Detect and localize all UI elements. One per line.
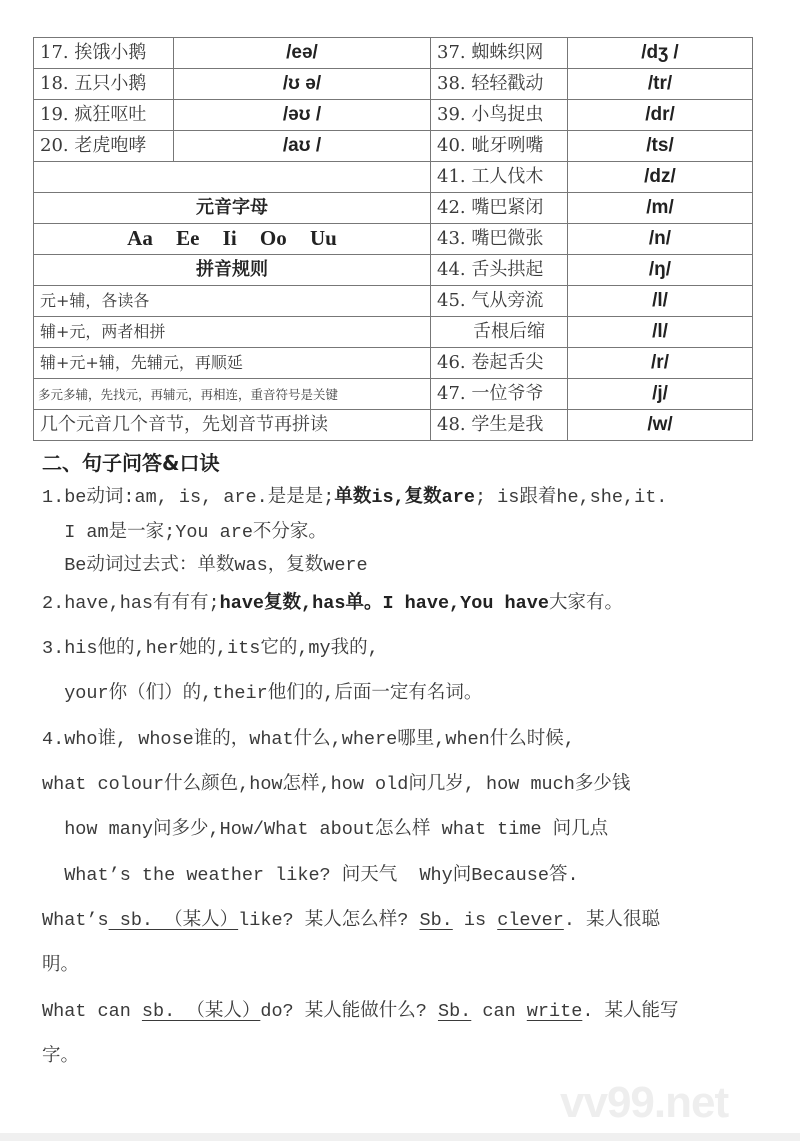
phonetic-symbol: /tr/ bbox=[568, 69, 753, 100]
text-segment: ; is跟着he,she,it. bbox=[474, 487, 668, 508]
table-row bbox=[34, 410, 753, 441]
text-line bbox=[42, 908, 660, 934]
text-segment: 大家有。 bbox=[548, 593, 623, 614]
text-line bbox=[42, 485, 667, 511]
text-line bbox=[42, 953, 79, 979]
text-line bbox=[42, 1044, 79, 1070]
bold-text: have复数,has单。I have,You have bbox=[219, 593, 549, 614]
text-segment: I am是一家;You are不分家。 bbox=[42, 522, 327, 543]
rule-cell: 拼音规则 bbox=[34, 255, 431, 286]
rule-cell: 多元多辅，先找元，再辅元，再相连，重音符号是关键 bbox=[34, 379, 431, 410]
text-segment: What can bbox=[42, 1001, 142, 1022]
table-row bbox=[34, 193, 753, 224]
phonetic-symbol: /m/ bbox=[568, 193, 753, 224]
phonetic-symbol: /ŋ/ bbox=[568, 255, 753, 286]
text-line bbox=[42, 591, 623, 617]
table-row bbox=[34, 38, 753, 69]
phonetic-symbol: /ʊ ə/ bbox=[174, 69, 431, 100]
sound-mnemonic: 18. 五只小鹅 bbox=[34, 69, 174, 100]
phonetic-symbol: /r/ bbox=[568, 348, 753, 379]
table-row bbox=[34, 348, 753, 379]
text-segment: what colour什么颜色,how怎样,how old问几岁, how much多少钱 bbox=[42, 774, 631, 795]
underlined-text: clever bbox=[497, 910, 564, 931]
text-segment: do? 某人能做什么? bbox=[260, 1001, 438, 1022]
sound-mnemonic: 45. 气从旁流 bbox=[431, 286, 568, 317]
sound-mnemonic: 43. 嘴巴微张 bbox=[431, 224, 568, 255]
sound-mnemonic: 20. 老虎咆哮 bbox=[34, 131, 174, 162]
text-segment: 明。 bbox=[42, 955, 80, 976]
phonetic-symbol: /dʒ / bbox=[568, 38, 753, 69]
text-segment: 4.who谁, whose谁的，what什么,where哪里,when什么时候, bbox=[42, 729, 575, 750]
text-segment: is bbox=[452, 910, 498, 931]
text-line bbox=[42, 817, 608, 843]
underlined-text: Sb. bbox=[419, 910, 453, 931]
text-segment: can bbox=[471, 1001, 527, 1022]
sound-mnemonic: 舌根后缩 bbox=[431, 317, 568, 348]
table-row bbox=[34, 224, 753, 255]
table-row bbox=[34, 317, 753, 348]
text-segment: . 某人能写 bbox=[582, 1001, 679, 1022]
phonetic-symbol: /eə/ bbox=[174, 38, 431, 69]
text-segment: What’s the weather like? 问天气 Why问Because答. bbox=[42, 865, 579, 886]
sound-mnemonic: 47. 一位爷爷 bbox=[431, 379, 568, 410]
table-row bbox=[34, 162, 753, 193]
underlined-text: sb. （某人） bbox=[108, 910, 239, 931]
underlined-text: sb. （某人） bbox=[141, 1001, 261, 1022]
underlined-text: Sb. bbox=[437, 1001, 472, 1022]
phonetic-symbol: /dz/ bbox=[568, 162, 753, 193]
phonetic-symbol: /l/ bbox=[568, 286, 753, 317]
text-segment: 字。 bbox=[42, 1046, 80, 1067]
text-line bbox=[42, 520, 327, 546]
sound-mnemonic: 41. 工人伐木 bbox=[431, 162, 568, 193]
sound-mnemonic: 19. 疯狂呕吐 bbox=[34, 100, 174, 131]
text-segment: your你（们）的,their他们的,后面一定有名词。 bbox=[42, 683, 483, 704]
text-line bbox=[42, 636, 379, 662]
underlined-text: write bbox=[526, 1001, 583, 1022]
rule-cell: 元音字母 bbox=[34, 193, 431, 224]
page-bottom-edge bbox=[0, 1133, 800, 1141]
text-line bbox=[42, 772, 630, 798]
text-segment: 3.his他的,her她的,its它的,my我的, bbox=[42, 638, 379, 659]
sound-mnemonic: 46. 卷起舌尖 bbox=[431, 348, 568, 379]
watermark: vv99.net bbox=[560, 1078, 729, 1127]
table-row bbox=[34, 100, 753, 131]
text-segment: like? 某人怎么样? bbox=[238, 910, 420, 931]
sound-mnemonic: 48. 学生是我 bbox=[431, 410, 568, 441]
table-row bbox=[34, 286, 753, 317]
sound-mnemonic: 17. 挨饿小鹅 bbox=[34, 38, 174, 69]
text-segment: 2.have,has有有有; bbox=[42, 593, 220, 614]
text-segment: Be动词过去式：单数was，复数were bbox=[42, 555, 368, 576]
phonetic-symbol: /dr/ bbox=[568, 100, 753, 131]
table-row bbox=[34, 255, 753, 286]
phonetic-symbol: /j/ bbox=[568, 379, 753, 410]
phonetic-symbol: /əʊ / bbox=[174, 100, 431, 131]
phonics-table bbox=[33, 37, 753, 441]
sound-mnemonic: 44. 舌头拱起 bbox=[431, 255, 568, 286]
phonetic-symbol: /w/ bbox=[568, 410, 753, 441]
phonetic-symbol: /aʊ / bbox=[174, 131, 431, 162]
phonetic-symbol: /l/ bbox=[568, 317, 753, 348]
sound-mnemonic: 42. 嘴巴紧闭 bbox=[431, 193, 568, 224]
text-segment: . 某人很聪 bbox=[563, 910, 661, 931]
text-line bbox=[42, 999, 679, 1025]
text-line bbox=[42, 727, 575, 753]
phonetic-symbol: /n/ bbox=[568, 224, 753, 255]
text-line bbox=[42, 553, 368, 579]
text-segment: 1.be动词:am, is, are.是是是; bbox=[42, 487, 335, 508]
section-title: 二、句子问答&口诀 bbox=[42, 451, 220, 475]
phonetic-symbol: /ts/ bbox=[568, 131, 753, 162]
table-row bbox=[34, 131, 753, 162]
rule-cell bbox=[34, 162, 431, 193]
sound-mnemonic: 40. 呲牙咧嘴 bbox=[431, 131, 568, 162]
rule-cell: Aa Ee Ii Oo Uu bbox=[34, 224, 431, 255]
sound-mnemonic: 39. 小鸟捉虫 bbox=[431, 100, 568, 131]
text-line bbox=[42, 681, 482, 707]
text-segment: What’s bbox=[42, 910, 109, 931]
sound-mnemonic: 38. 轻轻戳动 bbox=[431, 69, 568, 100]
table-row bbox=[34, 379, 753, 410]
rule-cell: 元+辅，各读各 bbox=[34, 286, 431, 317]
text-line bbox=[42, 863, 579, 889]
rule-cell: 几个元音几个音节，先划音节再拼读 bbox=[34, 410, 431, 441]
rule-cell: 辅+元，两者相拼 bbox=[34, 317, 431, 348]
bold-text: 单数is,复数are bbox=[334, 487, 475, 508]
sound-mnemonic: 37. 蜘蛛织网 bbox=[431, 38, 568, 69]
rule-cell: 辅+元+辅，先辅元，再顺延 bbox=[34, 348, 431, 379]
table-row bbox=[34, 69, 753, 100]
text-segment: how many问多少,How/What about怎么样 what time 问几点 bbox=[42, 819, 609, 840]
